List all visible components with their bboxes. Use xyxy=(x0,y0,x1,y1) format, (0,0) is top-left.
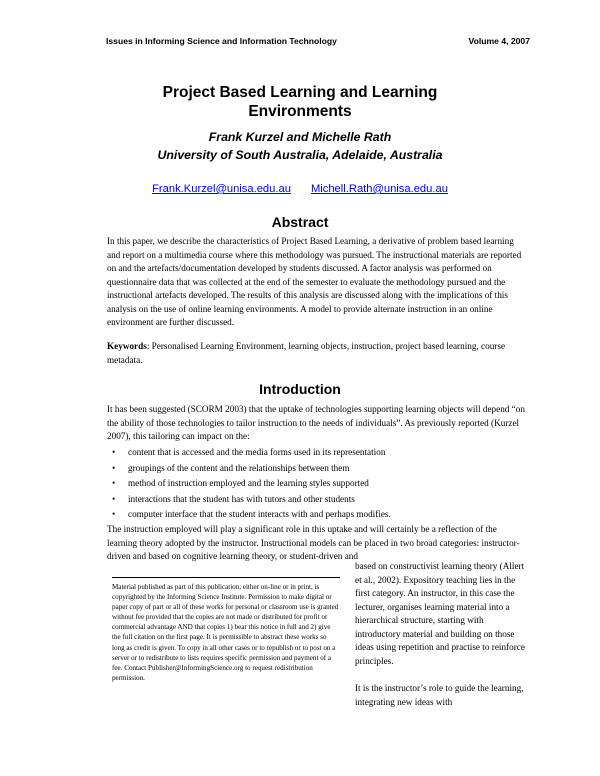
abstract-text: In this paper, we describe the characteristics of Project Based Learning, a derivative of problem based learning and report on a multimedia course where this methodology was pursued. The instructional materials are reported on and the artefacts/documentation developed by students discussed. A factor analysis was performed on questionnaire data that was collected at the end of the semester to evaluate the methodology pursued and the instructional artefacts developed. The results of this analysis are discussed along with the implications of this analysis on the use of online learning environments. A model to provide alternate instruction in an online environment are further discussed. xyxy=(107,236,522,327)
introduction-paragraph-2-continued: based on constructivist learning theory (Allert et al., 2002). Expository teaching lies in the first category. An instructor, in this case the lecturer, organises learning material into a hierarchical structure, starting with introductory material and building on those ideas using repetition and practise to reinforce principles. xyxy=(355,561,525,666)
introduction-paragraph-1: It has been suggested (SCORM 2003) that the uptake of technologies supporting learning objects will depend “on the ability of those technologies to tailor instruction to the needs of individuals”. As previously reported (Kurzel 2007), this tailoring can impact on the: xyxy=(107,404,525,441)
keywords-text: : Personalised Learning Environment, learning objects, instruction, project based learning, course metadata. xyxy=(107,341,506,365)
running-header xyxy=(106,36,530,46)
title-line-2: Environments xyxy=(248,103,352,120)
bullet-icon: • xyxy=(112,478,116,489)
title-line-1: Project Based Learning and Learning xyxy=(162,84,438,101)
list-item: • content that is accessed and the media forms used in its representation xyxy=(112,445,522,461)
copyright-notice: Material published as part of this publication, either on-line or in print, is copyrighted by the Informing Science Institute. Permission to make digital or paper copy of part or all of these works for personal or classroom use is granted without fee provided that the copies are not made or distributed for profit or commercial advantage AND that copies 1) bear this notice in full and 2) give the full citation on the first page. It is permissible to abstract these works so long as credit is given. To copy in all other cases or to republish or to post on a server or to redistribute to lists requires specific permission and payment of a fee. Contact Publisher@InformingScience.org to request redistribution permission. xyxy=(112,577,340,683)
abstract-heading: Abstract xyxy=(271,214,329,230)
author-block xyxy=(100,128,500,164)
list-item: • groupings of the content and the relationships between them xyxy=(112,461,522,477)
list-item: • interactions that the student has with tutors and other students xyxy=(112,492,522,508)
list-item: • method of instruction employed and the learning styles supported xyxy=(112,476,522,492)
journal-name: Issues in Informing Science and Information Technology xyxy=(106,36,337,46)
bullet-icon: • xyxy=(112,462,116,473)
volume-label: Volume 4, 2007 xyxy=(468,36,530,46)
bullet-icon: • xyxy=(112,493,116,504)
email-link-rath[interactable]: Michell.Rath@unisa.edu.au xyxy=(310,183,448,195)
affiliation: University of South Australia, Adelaide, Australia xyxy=(157,148,443,162)
introduction-heading: Introduction xyxy=(259,381,341,397)
email-links xyxy=(100,183,500,195)
bullet-icon: • xyxy=(112,447,116,457)
email-link-kurzel[interactable]: Frank.Kurzel@unisa.edu.au xyxy=(152,183,291,195)
author-names: Frank Kurzel and Michelle Rath xyxy=(208,130,392,144)
keywords xyxy=(107,340,528,367)
list-item: • computer interface that the student interacts with and perhaps modifies. xyxy=(112,507,522,523)
introduction-paragraph-3: It is the instructor’s role to guide the learning, integrating new ideas with xyxy=(355,683,524,707)
keywords-label: Keywords xyxy=(107,341,147,351)
tailoring-list xyxy=(112,445,522,523)
introduction-paragraph-2: The instruction employed will play a significant role in this uptake and will certainly be a reflection of the learning theory adopted by the instructor. Instructional models can be placed in two broad categories: instructor-driven and based on cognitive learning theory, or student-driven and xyxy=(107,524,520,561)
bullet-icon: • xyxy=(112,509,116,520)
paper-title xyxy=(100,83,500,121)
